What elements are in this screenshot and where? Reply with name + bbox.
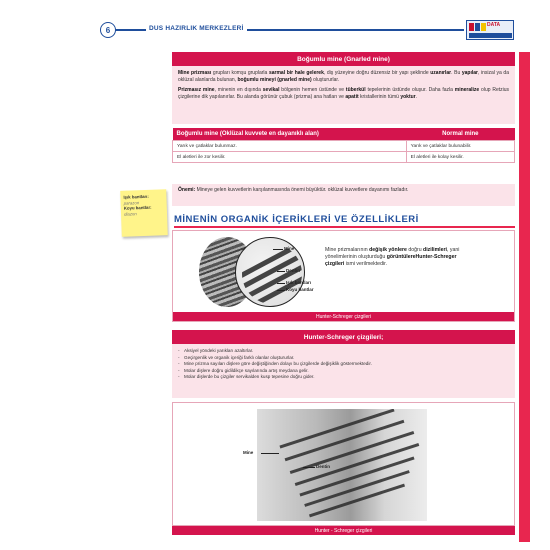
label-dentin: Dentin bbox=[316, 464, 330, 469]
figure1-description: Mine prizmalarının değişik yönlere doğru dizilimleri, yani yönelimlerinin oluşturduğu görüntülereHunter-Schreger çizgileri ismi verilmektedir. bbox=[325, 247, 460, 267]
page-header bbox=[100, 20, 525, 40]
hunter-schreger-list bbox=[172, 344, 515, 398]
list-item: - Geçirgenlik ve organik içeriği farklı olanlar oluştururlar. bbox=[178, 355, 509, 362]
figure-hunter-schreger-micrograph bbox=[172, 402, 515, 526]
list-item: - Aksiyel yöndeki yarıkları azaltırlar. bbox=[178, 348, 509, 355]
gnarled-box bbox=[172, 66, 515, 124]
side-accent-bar bbox=[519, 52, 530, 542]
table-cell: Yarık ve çatlaklar bulunmaz. bbox=[173, 141, 407, 152]
importance-note: Önemi: Mineye gelen kuvvetlerin karşılanmasında önemi büyüktür. oklüzal kuvvetlere dayanımı fazladır. bbox=[172, 184, 515, 206]
list-item: - Molar dişlerde bu çizgiler servikalden kusp tepesine doğru gider. bbox=[178, 374, 509, 381]
table-header: Boğumlu mine (Oklüzal kuvvete en dayanıklı alan) bbox=[173, 128, 407, 141]
label-light-bands: Işık bantları bbox=[286, 280, 312, 285]
section-heading: MİNENİN ORGANİK İÇERİKLERİ VE ÖZELLİKLERİ bbox=[174, 214, 419, 225]
micrograph-image bbox=[257, 409, 427, 521]
table-header: Normal mine bbox=[406, 128, 514, 141]
label-mine: Mine bbox=[284, 246, 295, 251]
sticky-note: Işık bantları: parazon Koyu bantlar: diazon bbox=[120, 189, 168, 237]
table-header-row bbox=[173, 128, 515, 141]
table-cell: El aletleri ile kolay kesilir. bbox=[406, 152, 514, 163]
label-dark-bands: Koyu bantlar bbox=[286, 287, 314, 292]
table-cell: Yarık ve çatlaklar bulunabilir. bbox=[406, 141, 514, 152]
list-item: - Mine prizma sayıları dişlere göre değiştiğinden dolayı bu çizgilerde değişiklik göstermektedir. bbox=[178, 361, 509, 368]
logo-text: DATA bbox=[487, 22, 501, 28]
list-item: - Molar dişlere doğru gidildikçe sayılarında artış meydana gelir. bbox=[178, 368, 509, 375]
gnarled-title: Boğumlu mine (Gnarled mine) bbox=[172, 52, 515, 66]
table-row bbox=[173, 141, 515, 152]
figure-hunter-schreger-diagram bbox=[172, 230, 515, 322]
label-mine: Mine bbox=[243, 450, 254, 455]
publisher-logo bbox=[466, 20, 514, 40]
heading-rule bbox=[174, 226, 515, 228]
header-title: DUS HAZIRLIK MERKEZLERİ bbox=[146, 25, 247, 32]
figure1-caption: Hunter-Schreger çizgileri bbox=[173, 312, 514, 321]
table-row bbox=[173, 152, 515, 163]
comparison-table bbox=[172, 128, 515, 163]
gnarled-paragraph-1: Mine prizması grupları komşu gruplarla sarmal bir hale gelerek, diş yüzeyine doğru düzensiz bir yapı şeklinde uzanırlar. Bu yapılar, insizal ya da oklüzal alanlarda bulunan, boğumlu mineyi (gnarled mine) oluştururlar. bbox=[178, 70, 509, 83]
table-cell: El aletleri ile zor kesilir. bbox=[173, 152, 407, 163]
gnarled-paragraph-2: Prizmasız mine, minenin en dışında sevikal bölgenin hemen üstünde ve tüberkül tepelerinin üstünde oluşur. Daha fazla mineralize olup Retzius çizgilerine dik yapılanırlar. Bu alanda görünür çubuk (prizma) ana hatları ve apatit kristallerinin tümü yoktur. bbox=[178, 87, 510, 100]
hunter-schreger-title: Hunter-Schreger çizgileri; bbox=[172, 330, 515, 344]
page-number: 6 bbox=[100, 22, 116, 38]
label-dentin: Dentin bbox=[286, 268, 300, 273]
figure2-caption: Hunter - Schreger çizgileri bbox=[172, 526, 515, 535]
